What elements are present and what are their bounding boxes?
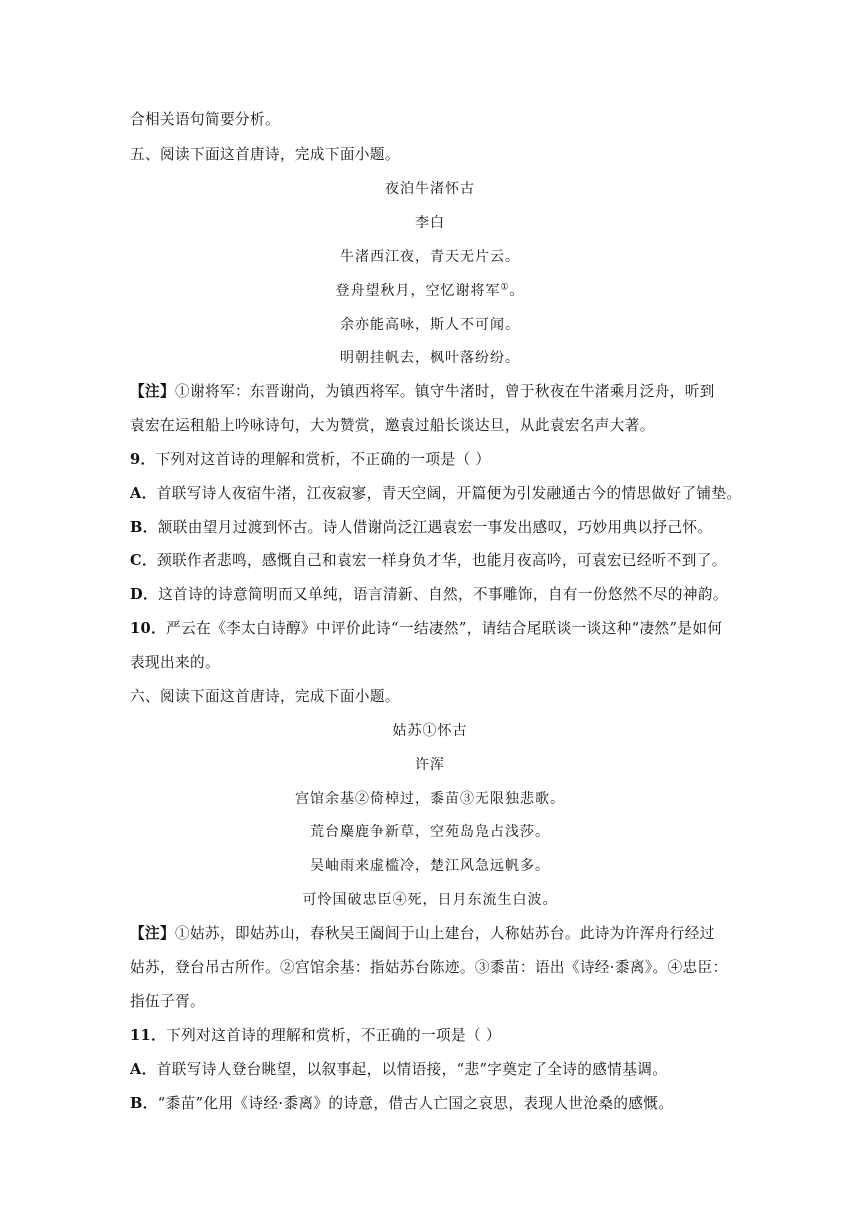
poem-1-note-line-2: 袁宏在运租船上吟咏诗句，大为赞赏，邀袁过船长谈达旦，从此袁宏名声大著。 xyxy=(130,417,655,434)
poem-2-author: 许浑 xyxy=(415,757,445,773)
question-9-option-b: B．颔联由望月过渡到怀古。诗人借谢尚泛江遇袁宏一事发出感叹，巧妙用典以抒己怀。 xyxy=(130,519,713,536)
section-6-heading: 六、阅读下面这首唐诗，完成下面小题。 xyxy=(130,688,400,705)
poem-1-title: 夜泊牛渚怀古 xyxy=(385,181,475,197)
poem-1-line-1: 牛渚西江夜，青天无片云。 xyxy=(340,249,520,265)
question-10-line-2: 表现出来的。 xyxy=(130,654,220,671)
note-label: 【注】 xyxy=(130,925,175,942)
question-11-stem: 11．下列对这首诗的理解和赏析，不正确的一项是（ ） xyxy=(130,1027,502,1044)
previous-question-tail: 合相关语句简要分析。 xyxy=(130,111,280,128)
poem-1-line-2: 登舟望秋月，空忆谢将军①。 xyxy=(335,282,525,299)
section-5-heading: 五、阅读下面这首唐诗，完成下面小题。 xyxy=(130,146,400,163)
poem-1-line-3: 余亦能高咏，斯人不可闻。 xyxy=(340,317,520,333)
question-11-option-a: A．首联写诗人登台眺望，以叙事起，以情语接，“悲”字奠定了全诗的感情基调。 xyxy=(130,1061,668,1078)
question-9-stem: 9．下列对这首诗的理解和赏析，不正确的一项是（ ） xyxy=(130,451,491,468)
poem-1-note-line-1: 【注】①谢将军：东晋谢尚，为镇西将军。镇守牛渚时，曾于秋夜在牛渚乘月泛舟，听到 xyxy=(130,383,715,400)
poem-1-author: 李白 xyxy=(415,215,445,231)
poem-2-line-3: 吴岫雨来虚槛冷，楚江风急远帆多。 xyxy=(310,858,550,874)
poem-2-line-2: 荒台麋鹿争新草，空苑岛凫占浅莎。 xyxy=(310,824,550,840)
question-9-option-d: D．这首诗的诗意简明而又单纯，语言清新、自然，不事雕饰，自有一份悠然不尽的神韵。 xyxy=(130,586,728,603)
question-10-line-1: 10．严云在《李太白诗醇》中评价此诗“一结凄然”，请结合尾联谈一谈这种“凄然”是如何 xyxy=(130,620,723,637)
poem-2-title: 姑苏①怀古 xyxy=(392,723,468,739)
question-11-option-b: B．“黍苗”化用《诗经·黍离》的诗意，借古人亡国之哀思，表现人世沧桑的感慨。 xyxy=(130,1095,674,1112)
footnote-marker: ① xyxy=(500,282,510,293)
note-label: 【注】 xyxy=(130,383,175,400)
poem-2-line-1: 宫馆余基②倚棹过，黍苗③无限独悲歌。 xyxy=(295,791,565,807)
question-9-option-c: C．颈联作者悲鸣，感慨自己和袁宏一样身负才华，也能月夜高吟，可袁宏已经听不到了。 xyxy=(130,552,727,569)
poem-2-note-line-3: 指伍子胥。 xyxy=(130,993,205,1010)
poem-2-line-4: 可怜国破忠臣④死，日月东流生白波。 xyxy=(302,892,558,908)
question-9-option-a: A．首联写诗人夜宿牛渚，江夜寂寥，青天空阔，开篇便为引发融通古今的情思做好了铺垫。 xyxy=(130,485,742,502)
poem-2-note-line-1: 【注】①姑苏，即姑苏山，春秋吴王阖闾于山上建台，人称姑苏台。此诗为许浑舟行经过 xyxy=(130,925,715,942)
poem-2-note-line-2: 姑苏，登台吊古所作。②宫馆余基：指姑苏台陈迹。③黍苗：语出《诗经·黍离》。④忠臣： xyxy=(130,959,728,976)
poem-1-line-4: 明朝挂帆去，枫叶落纷纷。 xyxy=(340,350,520,366)
